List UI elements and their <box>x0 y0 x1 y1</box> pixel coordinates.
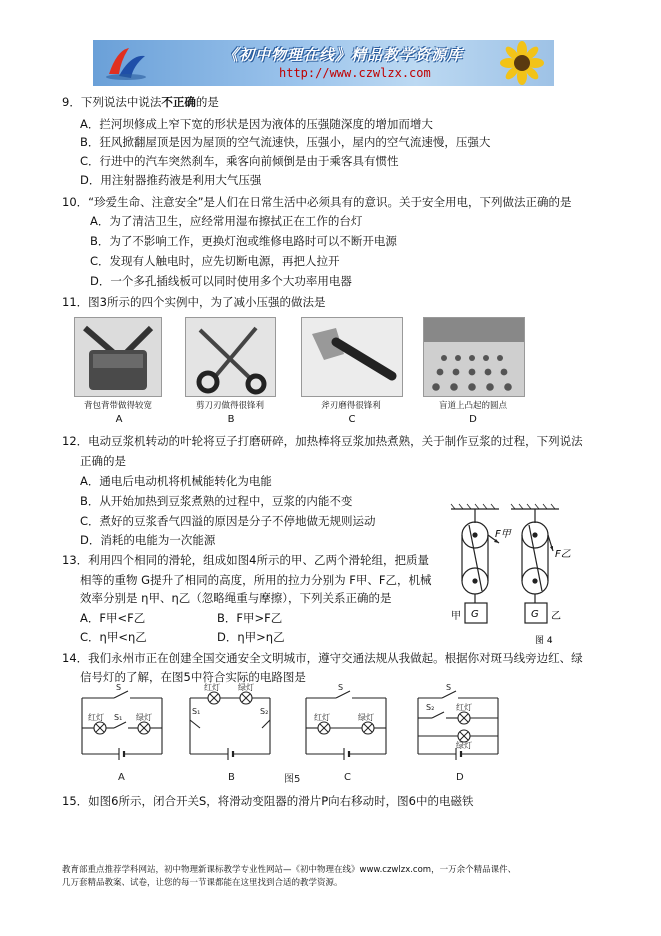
figure3-letter-b: B <box>227 414 235 425</box>
svg-text:S: S <box>338 683 344 692</box>
figure3-caption-d: 盲道上凸起的圆点 <box>438 401 507 411</box>
weight-g-left: G <box>471 609 479 620</box>
q12-option-c: C．煮好的豆浆香气四溢的原因是分子不停地做无规则运动 <box>80 514 376 528</box>
tactile-paving-icon <box>424 318 524 396</box>
label-jia: 甲 <box>451 611 461 622</box>
q13-option-d: D．η甲>η乙 <box>217 630 285 644</box>
svg-text:红灯: 红灯 <box>456 703 472 712</box>
q9-emphasis: 不正确 <box>161 95 196 109</box>
figure3-caption-b: 剪刀刃做得很锋利 <box>195 401 264 411</box>
q10-option-d: D．一个多孔插线板可以同时使用多个大功率用电器 <box>90 274 352 288</box>
svg-text:D: D <box>456 772 464 783</box>
svg-text:绿灯: 绿灯 <box>456 741 472 750</box>
svg-text:S: S <box>446 683 452 692</box>
site-logo-icon <box>103 44 149 82</box>
q13-option-b: B．F甲>F乙 <box>217 611 283 625</box>
figure3-c-axe <box>301 317 403 397</box>
q15-stem: 15．如图6所示，闭合开关S，将滑动变阻器的滑片P向右移动时，图6中的电磁铁 <box>62 794 474 808</box>
q12-option-d: D．消耗的电能为一次能源 <box>80 533 216 547</box>
figure5-circuits <box>80 684 500 786</box>
q13-option-a: A．F甲<F乙 <box>80 611 146 625</box>
q14-stem-1: 14．我们永州市正在创建全国交通安全文明城市，遵守交通法规从我做起。根据你对斑马线旁边红、绿 <box>62 651 583 665</box>
q13-stem-3: 效率分别是 η甲、η乙（忽略绳重与摩擦），下列关系正确的是 <box>80 591 392 605</box>
force-yi-label: F乙 <box>555 549 571 560</box>
q9-option-c: C．行进中的汽车突然刹车，乘客向前倾倒是由于乘客具有惯性 <box>80 154 399 168</box>
svg-text:A: A <box>118 772 125 783</box>
label-yi: 乙 <box>551 611 561 622</box>
figure3-d-tactile-paving <box>423 317 525 397</box>
footer-line-2: 几万套精品教案、试卷，让您的每一节课都能在这里找到合适的教学资源。 <box>62 878 343 888</box>
bag-icon <box>75 318 161 396</box>
figure3-caption-c: 斧刃磨得很锋利 <box>321 401 381 411</box>
figure3-letter-a: A <box>115 414 123 425</box>
svg-text:绿灯: 绿灯 <box>238 683 254 692</box>
sunflower-icon <box>490 40 550 86</box>
q9-stem: 9．下列说法中说法不正确的是 <box>62 95 219 109</box>
svg-text:图5: 图5 <box>284 774 301 785</box>
figure3-b-scissors <box>185 317 276 397</box>
q14-stem-2: 信号灯的了解，在图5中符合实际的电路图是 <box>80 670 306 684</box>
scissors-icon <box>186 318 275 396</box>
figure4-pulley-diagram <box>447 503 571 646</box>
figure3-letter-d: D <box>469 414 477 425</box>
svg-text:S₂: S₂ <box>260 707 269 716</box>
q10-option-b: B．为了不影响工作，更换灯泡或维修电路时可以不断开电源 <box>90 234 397 248</box>
svg-text:C: C <box>344 772 351 783</box>
q11-stem: 11．图3所示的四个实例中，为了减小压强的做法是 <box>62 295 326 309</box>
axe-icon <box>302 318 402 396</box>
q12-stem-1: 12．电动豆浆机转动的叶轮将豆子打磨研碎，加热棒将豆浆加热煮熟，关于制作豆浆的过程，下列说法 <box>62 434 583 448</box>
svg-text:B: B <box>228 772 235 783</box>
banner-title: 《初中物理在线》精品教学资源库 <box>223 46 464 64</box>
figure4-caption: 图 4 <box>535 636 553 646</box>
figure3-caption-a: 背包背带做得较宽 <box>83 401 152 411</box>
force-jia-label: F甲 <box>495 529 511 540</box>
q12-stem-2: 正确的是 <box>80 454 126 468</box>
q10-stem: 10．“珍爱生命、注意安全”是人们在日常生活中必须具有的意识。关于安全用电，下列做法正确的是 <box>62 195 572 209</box>
q10-option-c: C．发现有人触电时，应先切断电源，再把人拉开 <box>90 254 340 268</box>
svg-text:绿灯: 绿灯 <box>358 713 374 722</box>
figure3-a-bag <box>74 317 162 397</box>
banner-url[interactable]: http://www.czwlzx.com <box>279 66 431 80</box>
footer-line-1: 教育部重点推荐学科网站，初中物理新课标教学专业性网站—《初中物理在线》www.czwlzx.com，一万余个精品课件、 <box>62 865 517 875</box>
q13-option-c: C．η甲<η乙 <box>80 630 147 644</box>
figure3-letter-c: C <box>348 414 356 425</box>
q13-stem-1: 13．利用四个相同的滑轮，组成如图4所示的甲、乙两个滑轮组，把质量 <box>62 553 429 567</box>
q13-stem-2: 相等的重物 G提升了相同的高度，所用的拉力分别为 F甲、F乙，机械 <box>80 573 432 587</box>
header-banner <box>93 40 554 86</box>
svg-text:红灯: 红灯 <box>204 683 220 692</box>
svg-text:S₁: S₁ <box>192 707 201 716</box>
q12-option-a: A．通电后电动机将机械能转化为电能 <box>80 474 272 488</box>
q9-option-b: B．狂风掀翻屋顶是因为屋顶的空气流速快，压强小，屋内的空气流速慢，压强大 <box>80 135 491 149</box>
svg-text:红灯: 红灯 <box>88 713 104 722</box>
svg-text:S: S <box>116 683 122 692</box>
svg-text:红灯: 红灯 <box>314 713 330 722</box>
svg-text:绿灯: 绿灯 <box>136 713 152 722</box>
weight-g-right: G <box>531 609 539 620</box>
q12-option-b: B．从开始加热到豆浆煮熟的过程中，豆浆的内能不变 <box>80 494 353 508</box>
svg-text:S₂: S₂ <box>426 703 435 712</box>
q9-option-d: D．用注射器推药液是利用大气压强 <box>80 173 262 187</box>
svg-text:S₁: S₁ <box>114 713 123 722</box>
q9-option-a: A．拦河坝修成上窄下宽的形状是因为液体的压强随深度的增加而增大 <box>80 117 433 131</box>
q10-option-a: A．为了清洁卫生，应经常用湿布擦拭正在工作的台灯 <box>90 214 363 228</box>
